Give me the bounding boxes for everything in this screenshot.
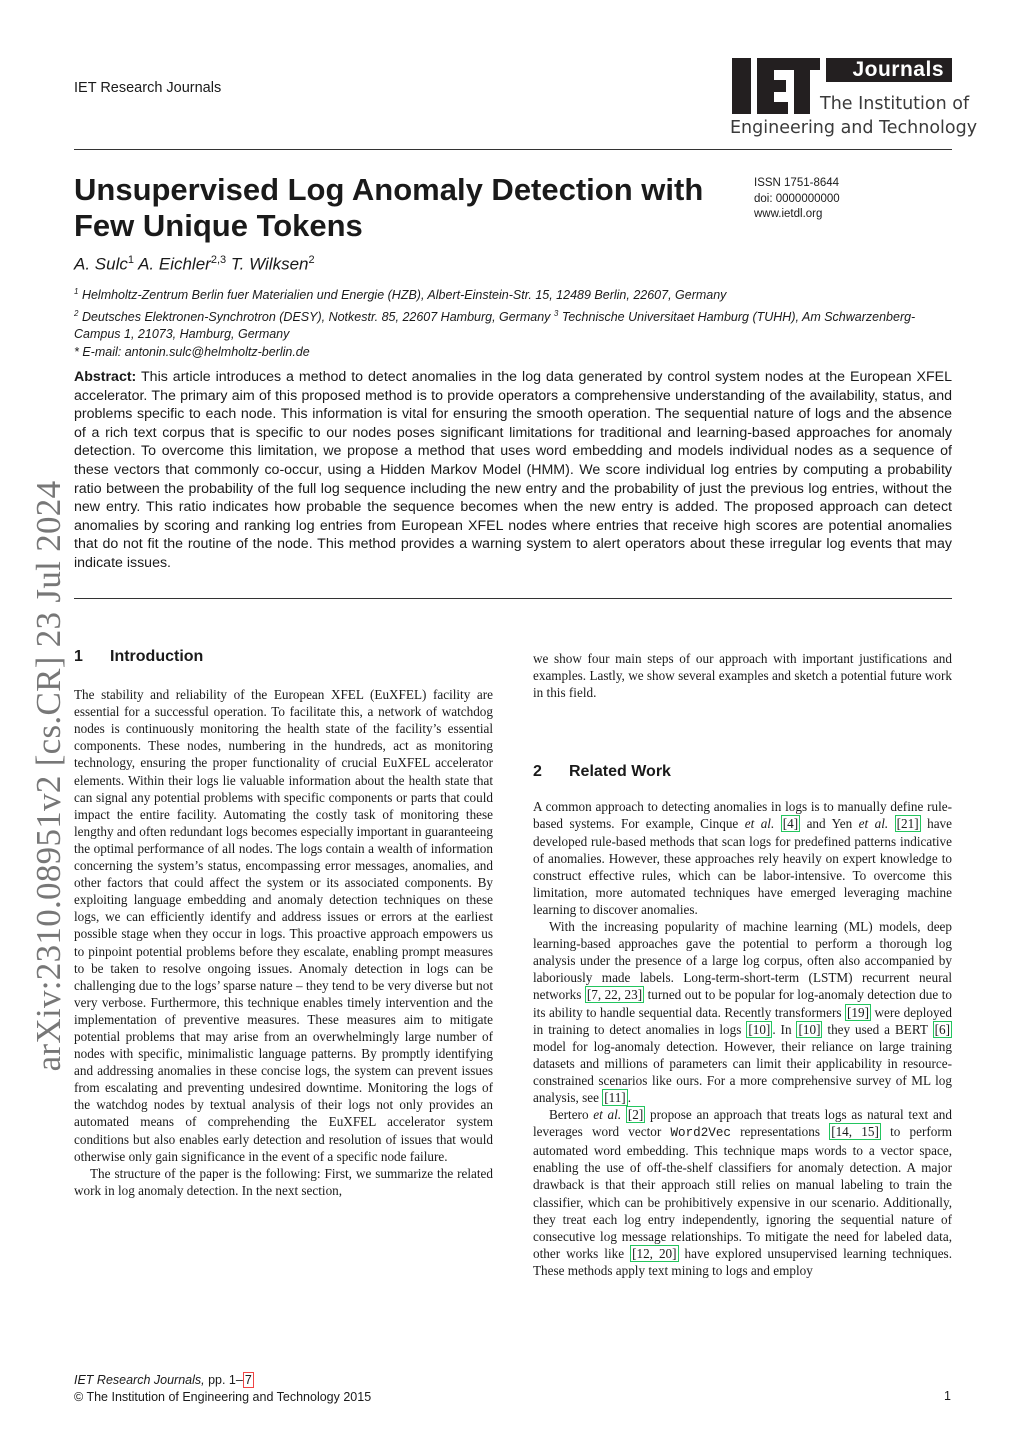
author-name: T. Wilksen xyxy=(230,254,309,274)
intro-paragraph-2: The structure of the paper is the following: First, we summarize the related work in log anomaly detection. In the next section, xyxy=(74,1165,493,1198)
author-name: A. Eichler xyxy=(138,254,211,274)
intro-paragraph-2-continued: we show four main steps of our approach with important justifications and examples. Lastly, we show several examples and sketch a potential future work in this field. xyxy=(533,651,952,701)
header-rule xyxy=(74,149,952,150)
citation-link[interactable]: [10] xyxy=(798,1021,821,1037)
intro-paragraph-1: The stability and reliability of the European XFEL (EuXFEL) facility are essential for a successful operation. To facilitate this, a network of watchdog nodes is continuously monitoring the health state of the facility’s essential components. These nodes, numbering in the hundreds, act as monitoring technology, ensuring the proper functionality of crucial EuXFEL accelerator elements. Within their logs lie valuable information about the health state that can signal any potential problems with specific components or parts that could impact the entire facility. Automating the costly task of monitoring these lengthy and often redundant logs becomes especially important in guaranteeing the optimal performance of all nodes. The logs contain a wealth of information concerning the system’s status, encompassing error messages, anomalies, and other factors that could affect the system or its associated components. By exploiting language embedding and anomaly detection techniques on these logs, we can efficiently identify and address issues or errors at the earliest possible stage when they occur in logs. This proactive approach empowers us to pinpoint potential problems before they escalate, enabling prompt measures to be taken to resolve ongoing issues. Anomaly detection in logs can be challenging due to the logs’ sparse nature – they tend to be very diverse but not very verbose. Furthermore, this technique enables timely intervention and the implementation of preventive measures. These measures aim to mitigate potential problems that may arise from an overwhelmingly large number of nodes with specific, minimalistic language patterns. By promptly identifying and addressing anomalies in these concise logs, the system can prevent issues from escalating and preventing undesired downtime. Monitoring the logs of the watchdog nodes by textual analysis of their logs not only provides an automated means of comprehending the EuXFEL accelerator system conditions but also enables early detection and resolution of issues that would otherwise only gain significance in the event of a specific node failure. xyxy=(74,687,493,1164)
journals-badge: Journals xyxy=(826,58,952,82)
text-run: . xyxy=(627,1089,631,1105)
journal-url[interactable]: www.ietdl.org xyxy=(754,208,823,220)
citation-link[interactable]: [6] xyxy=(934,1021,950,1037)
et-al: et al. xyxy=(858,816,889,832)
text-run: With the increasing popularity of machine learning (ML) models, deep learning-based approaches gave the potential to perform a thorough log analysis under the presence of a large log corpus, often also accompanied by laboriously made labels. Long-term-short-term (LSTM) recurrent neural networks xyxy=(533,919,952,1003)
related-work-paragraph-2 xyxy=(533,918,952,1106)
footer-last-page-link[interactable]: 7 xyxy=(244,1373,252,1387)
citation-link[interactable]: [7, 22, 23] xyxy=(586,987,643,1003)
text-run: to perform automated word embedding. This technique maps words to a vector space, enabling the use of off-the-shelf classifiers for anomaly detection. A major drawback is that their approach still relies on manual labeling to train the classifier, which can be prohibitively expensive in our scenario. Additionally, they treat each log entry independently, ignoring the sequential nature of consecutive log message relationships. To mitigate the need for labeled data, other works like xyxy=(533,1124,953,1261)
et-al: et al. xyxy=(593,1107,622,1123)
doi: doi: 0000000000 xyxy=(754,192,840,205)
footer-journal: IET Research Journals, xyxy=(74,1373,205,1387)
corresponding-email[interactable]: * E-mail: antonin.sulc@helmholtz-berlin.de xyxy=(74,344,310,359)
citation-link[interactable]: [11] xyxy=(604,1089,626,1105)
author-affiliation-sup: 2,3 xyxy=(210,254,227,266)
text-run: propose an approach that treats logs as natural text and leverages word vector xyxy=(533,1107,952,1140)
title-line-2: Few Unique Tokens xyxy=(74,208,363,243)
code-term: Word2Vec xyxy=(670,1126,731,1141)
text-run: turned out to be popular for log-anomaly detection due to its ability to handle sequential data. Recently transformers xyxy=(533,987,952,1020)
affiliation-text: Helmholtz-Zentrum Berlin fuer Materialien und Energie (HZB), Albert-Einstein-Str. 15, 12489 Berlin, 22607, Germany xyxy=(81,288,727,303)
author-name: A. Sulc xyxy=(74,254,128,274)
left-column xyxy=(74,640,493,1199)
issn: ISSN 1751-8644 xyxy=(754,177,840,189)
iet-logo xyxy=(730,58,978,140)
author-list xyxy=(74,254,315,275)
citation-link[interactable]: [14, 15] xyxy=(831,1124,879,1140)
affiliation-text: Deutsches Elektronen-Synchrotron (DESY), Notkestr. 85, 22607 Hamburg, Germany xyxy=(81,309,551,324)
text-run: they used a BERT xyxy=(822,1021,933,1037)
text-run: have explored unsupervised learning techniques. These methods apply text mining to logs and employ xyxy=(533,1245,952,1278)
footer-citation xyxy=(74,1372,371,1389)
arxiv-stamp-text: arXiv:2310.08951v2 [cs.CR] 23 Jul 2024 xyxy=(29,480,68,1072)
affiliation-sup: 3 xyxy=(553,308,559,318)
section-title: Introduction xyxy=(110,648,204,665)
related-work-paragraph-3 xyxy=(533,1106,952,1279)
footer-copyright: © The Institution of Engineering and Technology 2015 xyxy=(74,1390,372,1404)
text-run: Bertero xyxy=(549,1107,594,1123)
citation-link[interactable]: [10] xyxy=(748,1021,771,1037)
affiliation-1 xyxy=(74,283,954,305)
abstract xyxy=(74,368,952,573)
text-run: model for log-anomaly detection. However, their reliance on large training datasets and millions of parameters can limit their applicability in resource-constrained scenarios like ours. For a more comprehensive survey of ML log analysis, see xyxy=(533,1038,952,1105)
page-footer xyxy=(74,1372,371,1406)
affiliation-2-3 xyxy=(74,305,954,344)
affiliation-sup: 2 xyxy=(74,308,79,318)
author-affiliation-sup: 2 xyxy=(308,254,315,266)
text-run: representations xyxy=(730,1124,830,1140)
right-column xyxy=(533,650,952,1279)
citation-link[interactable]: [12, 20] xyxy=(632,1245,677,1261)
section-number: 2 xyxy=(533,763,542,781)
section-heading-introduction xyxy=(74,648,493,665)
related-work-paragraph-1 xyxy=(533,798,952,918)
text-run: A common approach to detecting anomalies in logs is to manually define rule-based systems. For example, Cinque xyxy=(533,799,952,832)
abstract-rule xyxy=(74,598,952,599)
paper-title xyxy=(74,172,734,244)
publication-meta xyxy=(754,176,840,223)
text-run: have developed rule-based methods that scan logs for predefined patterns indicative of anomalies. However, these approaches rely heavily on expert knowledge to construct effective rules, which can be labor-intensive. To overcome this limitation, more automated techniques have emerged leveraging machine learning to discover anomalies. xyxy=(533,816,952,917)
section-number: 1 xyxy=(74,648,83,665)
affiliation-sup: 1 xyxy=(74,287,79,296)
citation-link[interactable]: [19] xyxy=(847,1004,869,1020)
text-run: were deployed in training to detect anomalies in logs xyxy=(533,1004,952,1037)
affiliation-text: Technische Universitaet Hamburg (TUHH), Am Schwarzenberg-Campus 1, 21073, Hamburg, Germany xyxy=(74,309,916,342)
abstract-label: Abstract: xyxy=(74,369,137,385)
citation-link[interactable]: [4] xyxy=(782,816,799,832)
text-run: . In xyxy=(772,1021,797,1037)
footer-pages: pp. 1– xyxy=(204,1373,243,1387)
citation-link[interactable]: [21] xyxy=(896,816,919,832)
text-run: and Yen xyxy=(800,816,859,832)
section-heading-related-work xyxy=(533,763,952,780)
author-affiliation-sup: 1 xyxy=(127,254,134,266)
et-al: et al. xyxy=(744,816,775,832)
logo-text-line1: The Institution of xyxy=(820,94,970,114)
section-title: Related Work xyxy=(569,763,671,781)
page-number: 1 xyxy=(944,1389,951,1403)
title-line-1: Unsupervised Log Anomaly Detection with xyxy=(74,172,704,207)
iet-logo-mark-icon xyxy=(730,58,820,114)
abstract-text: This article introduces a method to detect anomalies in the log data generated by control system nodes at the European XFEL accelerator. The primary aim of this proposed method is to provide operators a comprehensive understanding of the availability, status, and problems specific to each node. This information is vital for ensuring the smooth operation. The sequential nature of logs and the absence of a rich text corpus that is specific to our nodes poses significant limitations for traditional and learning-based approaches for anomaly detection. To overcome this limitation, we propose a method that uses word embedding and models individual nodes as a sequence of these vectors that commonly co-occur, using a Hidden Markov Model (HMM). We score individual log entries by computing a probability ratio between the probability of the full log sequence including the new entry and the probability of just the previous log entries, without the new entry. This ratio indicates how probable the sequence becomes when the new entry is added. The proposed approach can detect anomalies by scoring and ranking log entries from European XFEL nodes where entries that receive high scores are potential anomalies that do not fit the routine of the node. This method provides a warning system to alert operators about these irregular log events that may indicate issues. xyxy=(74,369,953,571)
citation-link[interactable]: [2] xyxy=(627,1107,644,1123)
journal-name: IET Research Journals xyxy=(74,80,222,96)
logo-text-line2: Engineering and Technology xyxy=(730,118,978,138)
affiliations xyxy=(74,283,954,361)
